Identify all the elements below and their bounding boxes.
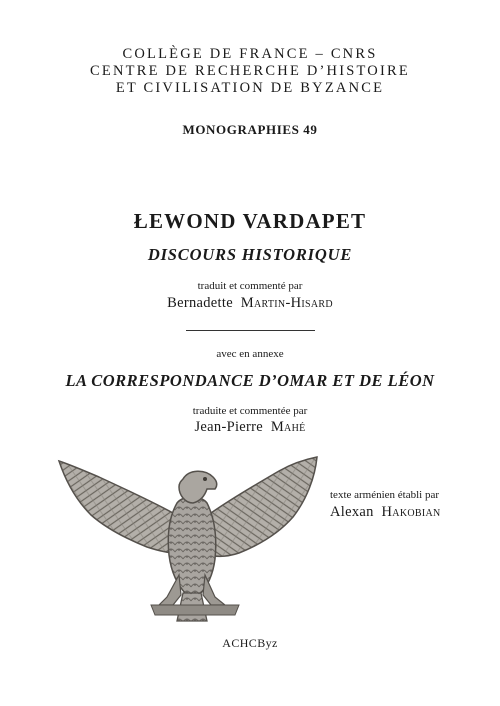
annex-translator-last-name: Mahé [270, 419, 306, 435]
series-label: MONOGRAPHIES 49 [182, 122, 318, 137]
author-name: ŁEWOND VARDAPET [133, 209, 367, 233]
eagle-relief-image [55, 455, 327, 627]
annex-title: LA CORRESPONDANCE D’OMAR ET DE LÉON [65, 371, 435, 390]
work-title: DISCOURS HISTORIQUE [147, 245, 353, 264]
armenian-text-editor [330, 504, 441, 521]
translator-note: traduit et commenté par [197, 280, 303, 292]
publisher-imprint: ACHCByz [222, 636, 278, 650]
annex-translator-first-name: Jean-Pierre [194, 419, 263, 435]
annex-translator-note: traduite et commentée par [192, 405, 308, 417]
institution-line-1: COLLÈGE DE FRANCE – CNRS [122, 46, 378, 62]
institution-line-3: ET CIVILISATION DE BYZANCE [115, 80, 385, 96]
translator-last-name: Martin-Hisard [240, 295, 333, 311]
translator-first-name: Bernadette [167, 295, 233, 311]
divider-rule [186, 330, 315, 331]
armenian-text-note: texte arménien établi par [330, 489, 440, 501]
editor-last-name: Hakobian [381, 504, 441, 520]
translator-name [0, 295, 500, 312]
institution-line-2: CENTRE DE RECHERCHE D’HISTOIRE [90, 63, 410, 79]
annex-translator-name [0, 419, 500, 436]
annex-intro: avec en annexe [216, 348, 284, 360]
editor-first-name: Alexan [330, 504, 374, 520]
